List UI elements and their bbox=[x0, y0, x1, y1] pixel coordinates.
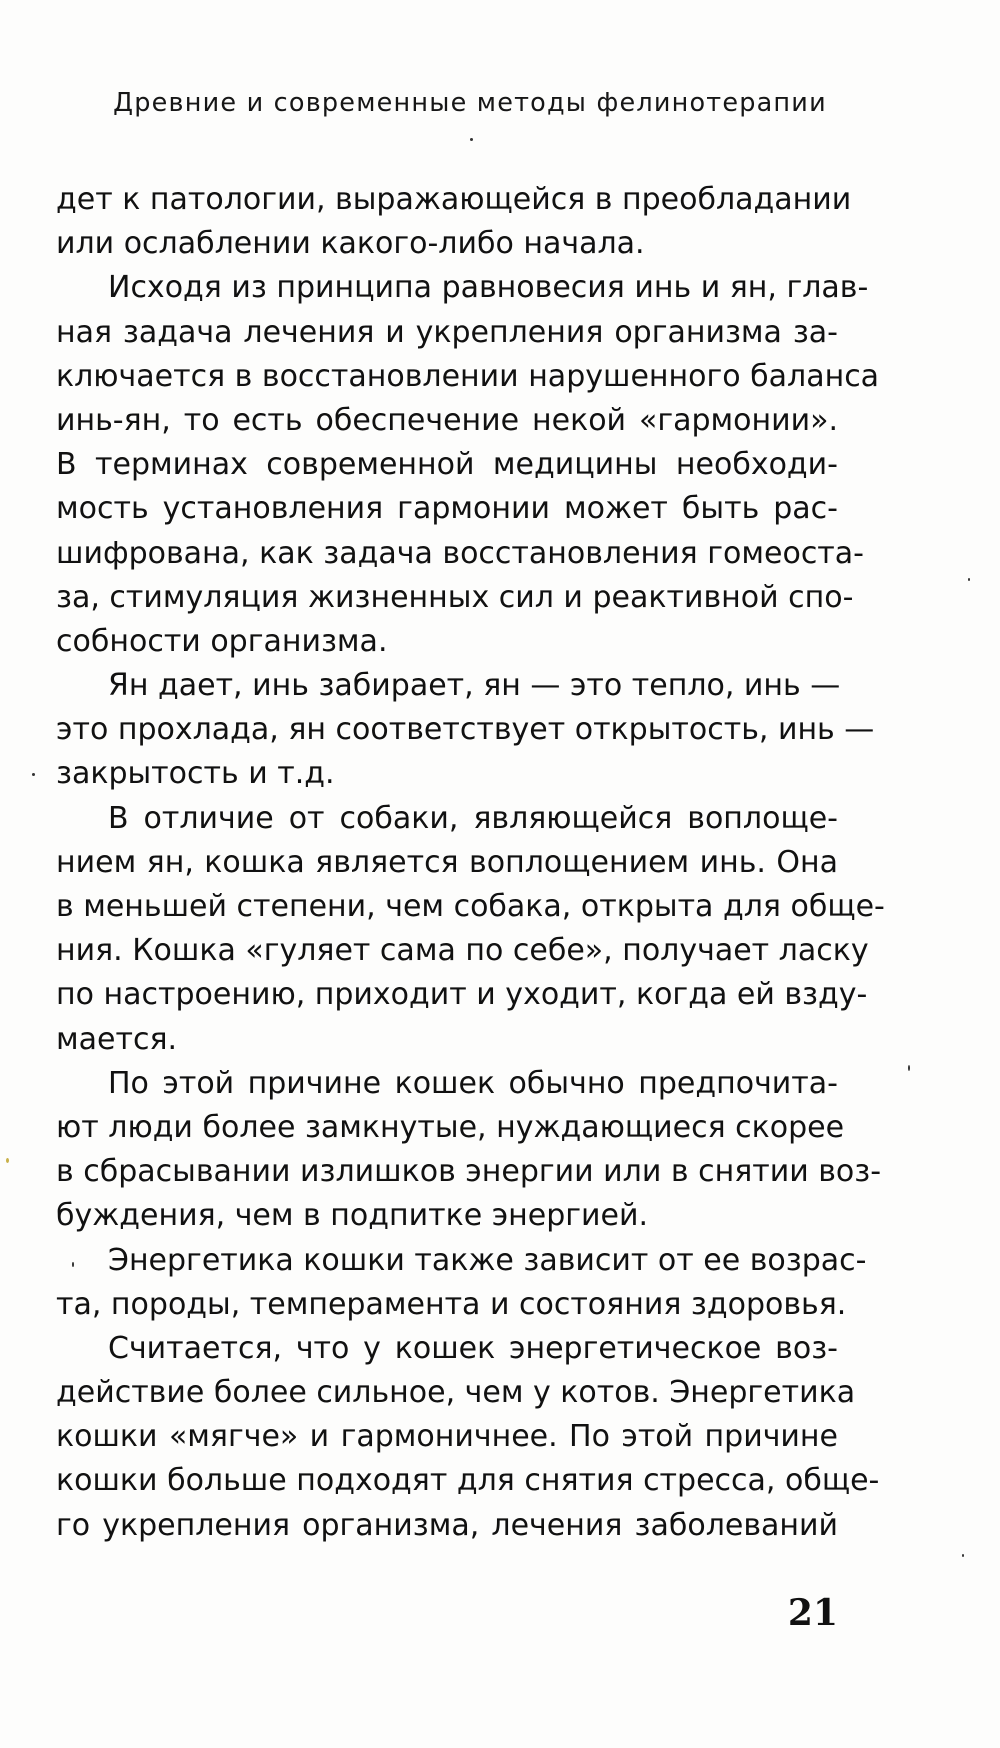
text-line: ключается в восстановлении нарушенного баланса bbox=[56, 358, 880, 394]
running-head: Древние и современные методы фелинотерапии bbox=[113, 88, 827, 118]
text-line: По этой причине кошек обычно предпочита- bbox=[108, 1065, 838, 1101]
scan-speck bbox=[470, 138, 473, 141]
paragraph bbox=[56, 664, 875, 797]
text-line: шифрована, как задача восстановления гомеоста- bbox=[56, 535, 864, 571]
paragraph bbox=[56, 266, 880, 664]
text-line: действие более сильное, чем у котов. Энергетика bbox=[56, 1375, 856, 1411]
text-line: мается. bbox=[56, 1021, 178, 1057]
text-line: собности организма. bbox=[56, 623, 388, 659]
text-line: ная задача лечения и укрепления организма за- bbox=[56, 314, 838, 350]
text-line: кошки больше подходят для снятия стресса, обще- bbox=[56, 1463, 880, 1499]
paragraph bbox=[56, 797, 885, 1062]
text-line: Исходя из принципа равновесия инь и ян, глав- bbox=[108, 270, 869, 306]
text-line: в меньшей степени, чем собака, открыта для обще- bbox=[56, 889, 885, 924]
scan-speck bbox=[72, 1262, 74, 1267]
text-line: в сбрасывании излишков энергии или в снятии воз- bbox=[56, 1154, 882, 1190]
text-line: В терминах современной медицины необходи- bbox=[56, 447, 838, 483]
text-line: инь-ян, то есть обеспечение некой «гармонии». bbox=[56, 402, 838, 438]
scan-speck bbox=[32, 773, 35, 776]
text-line: ют люди более замкнутые, нуждающиеся скорее bbox=[56, 1109, 845, 1145]
text-line: дет к патологии, выражающейся в преобладании bbox=[56, 182, 852, 217]
text-line: го укрепления организма, лечения заболеваний bbox=[56, 1507, 838, 1543]
text-line: это прохлада, ян соответствует открытость, инь — bbox=[56, 712, 875, 748]
text-line: закрытость и т.д. bbox=[56, 756, 335, 792]
text-line: за, стимуляция жизненных сил и реактивной спо- bbox=[56, 579, 854, 615]
paragraph bbox=[56, 1327, 880, 1548]
text-line: мость установления гармонии может быть рас- bbox=[56, 491, 838, 527]
body-text bbox=[56, 178, 885, 1548]
text-line: Энергетика кошки также зависит от ее возрас- bbox=[108, 1242, 867, 1278]
scan-speck bbox=[908, 1065, 910, 1071]
text-line: кошки «мягче» и гармоничнее. По этой причине bbox=[56, 1419, 838, 1455]
paragraph bbox=[56, 1239, 867, 1327]
scan-speck bbox=[6, 1158, 9, 1163]
text-line: та, породы, темперамента и состояния здоровья. bbox=[56, 1286, 847, 1322]
text-line: ния. Кошка «гуляет сама по себе», получает ласку bbox=[56, 933, 869, 969]
text-line: Ян дает, инь забирает, ян — это тепло, инь — bbox=[108, 668, 841, 704]
text-line: или ослаблении какого-либо начала. bbox=[56, 226, 645, 262]
text-line: по настроению, приходит и уходит, когда ей взду- bbox=[56, 977, 868, 1013]
text-line: нием ян, кошка является воплощением инь. Она bbox=[56, 844, 838, 880]
page-number: 21 bbox=[787, 1592, 838, 1634]
scan-speck bbox=[962, 1554, 964, 1557]
text-line: В отличие от собаки, являющейся воплоще- bbox=[108, 800, 838, 836]
text-line: буждения, чем в подпитке энергией. bbox=[56, 1198, 649, 1234]
paragraph bbox=[56, 1062, 882, 1239]
scan-speck bbox=[968, 578, 970, 581]
paragraph bbox=[56, 178, 852, 266]
text-line: Считается, что у кошек энергетическое воз- bbox=[108, 1330, 838, 1366]
